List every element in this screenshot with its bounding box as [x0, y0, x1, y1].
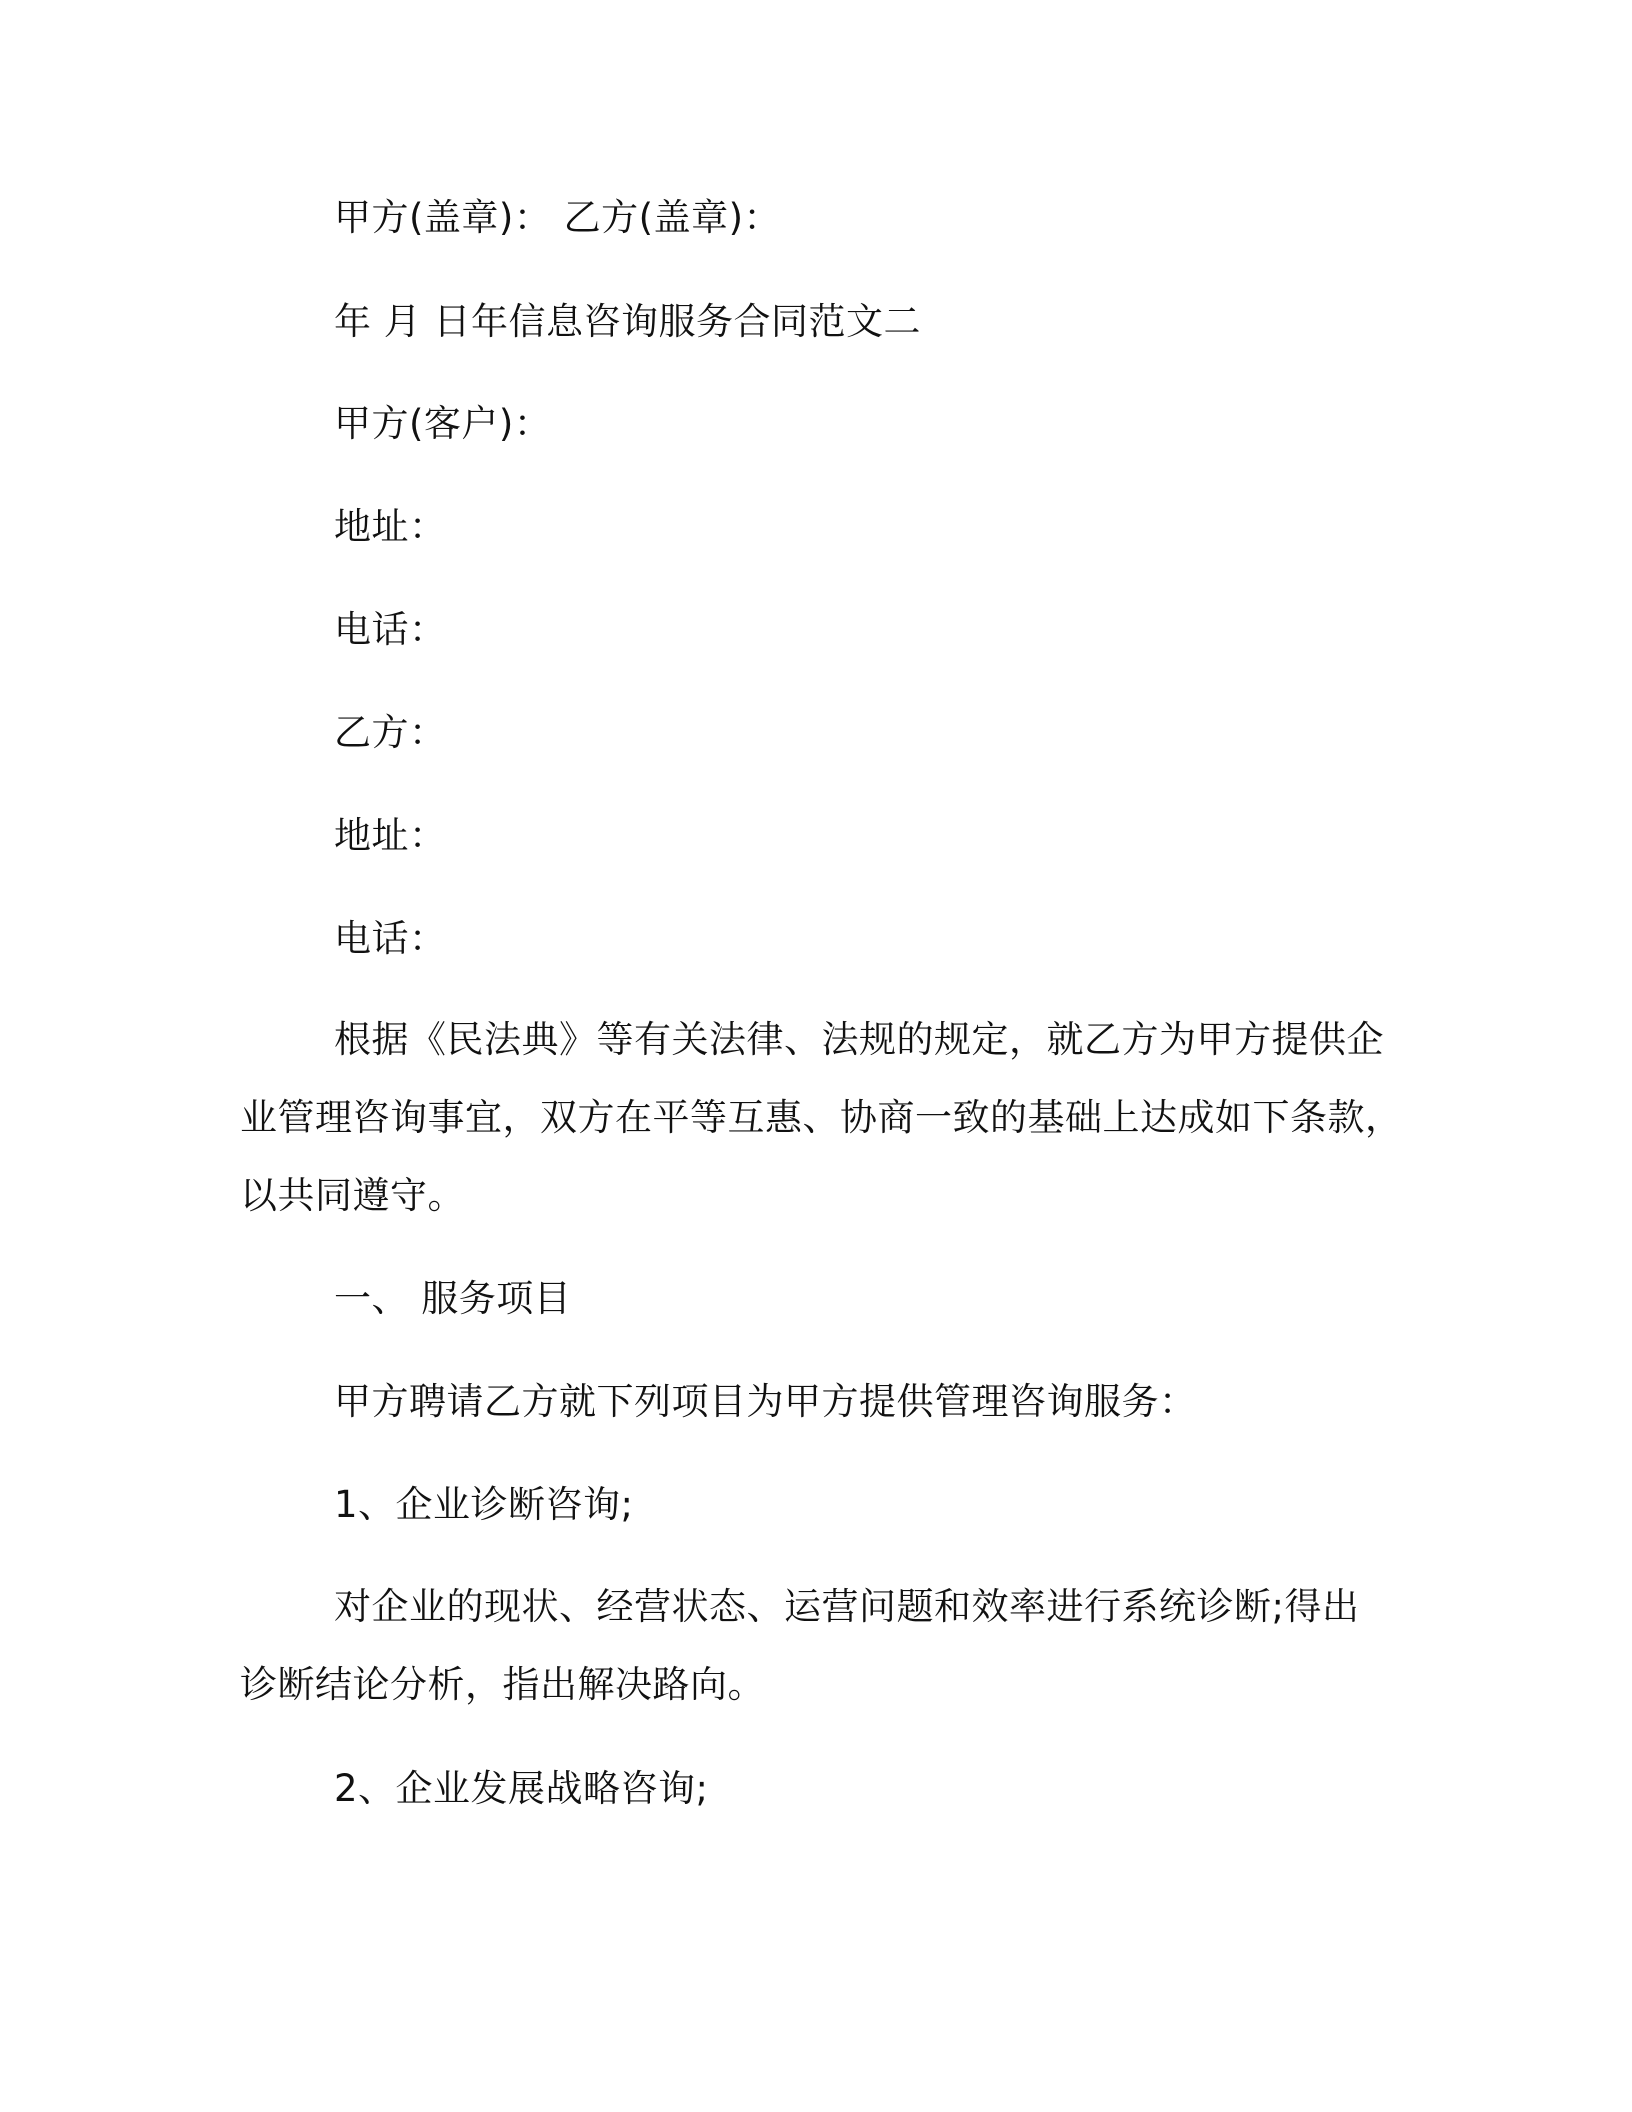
item-1-body — [240, 1568, 1380, 1724]
date-title-line: 年 月 日年信息咨询服务合同范文二 — [334, 300, 922, 343]
signature-line: 甲方(盖章)： 乙方(盖章)： — [334, 196, 782, 239]
section-heading: 一、 服务项目 — [334, 1277, 572, 1320]
basis-paragraph — [240, 1001, 1403, 1235]
party-b-phone-label: 电话： — [334, 917, 447, 960]
item-2-title: 2、企业发展战略咨询; — [334, 1767, 709, 1810]
basis-paragraph-line: 根据《民法典》等有关法律、法规的规定，就乙方为甲方提供企 — [334, 1018, 1384, 1061]
party-a-address-label: 地址： — [334, 505, 447, 548]
party-a-label: 甲方(客户)： — [334, 402, 552, 445]
section-intro: 甲方聘请乙方就下列项目为甲方提供管理咨询服务： — [334, 1380, 1197, 1423]
item-1-body-line: 诊断结论分析，指出解决路向。 — [240, 1663, 765, 1706]
party-b-label: 乙方： — [334, 711, 447, 754]
item-1-body-line: 对企业的现状、经营状态、运营问题和效率进行系统诊断;得出 — [334, 1585, 1360, 1628]
basis-paragraph-line: 业管理咨询事宜，双方在平等互惠、协商一致的基础上达成如下条款， — [240, 1096, 1403, 1139]
party-b-address-label: 地址： — [334, 814, 447, 857]
party-a-phone-label: 电话： — [334, 608, 447, 651]
basis-paragraph-line: 以共同遵守。 — [240, 1174, 465, 1217]
item-1-title: 1、企业诊断咨询; — [334, 1483, 634, 1526]
